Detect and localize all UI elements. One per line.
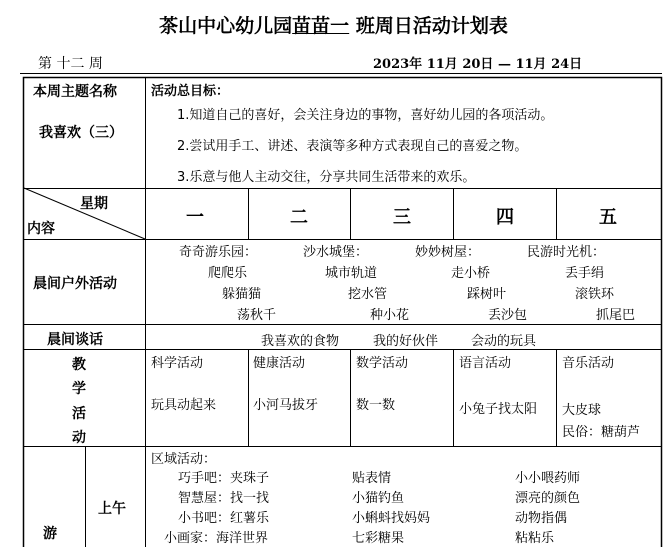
teaching-label-char: 学	[72, 381, 86, 397]
activity-name: 民俗：糖葫芦	[562, 425, 641, 440]
week-number: 第 十二 周	[38, 56, 103, 72]
area-item: 小画家：海洋世界	[164, 531, 269, 546]
outdoor-label: 晨间户外活动	[33, 276, 117, 292]
teaching-label-char: 教	[72, 357, 86, 373]
subject-label: 科学活动	[151, 356, 204, 371]
activity-name: 小兔子找太阳	[459, 402, 538, 417]
subject-label: 音乐活动	[562, 356, 615, 371]
activity-name: 玩具动起来	[151, 398, 217, 413]
day-tuesday: 二	[290, 207, 308, 228]
outdoor-item: 踩树叶	[467, 287, 507, 302]
area-item: 漂亮的颜色	[515, 491, 581, 506]
outdoor-zone: 奇奇游乐园：	[179, 245, 258, 260]
outdoor-item: 抓尾巴	[596, 308, 636, 323]
outdoor-item: 丢沙包	[488, 308, 528, 323]
talk-topic: 会动的玩具	[471, 334, 537, 349]
theme-name: 我喜欢（三）	[39, 125, 123, 141]
teaching-label-char: 动	[72, 430, 86, 446]
outdoor-item: 躲猫猫	[222, 287, 262, 302]
activity-name: 大皮球	[562, 403, 602, 418]
area-item: 巧手吧：夹珠子	[178, 471, 270, 486]
weekday-label: 星期	[80, 196, 108, 212]
talk-topic: 我的好伙伴	[373, 334, 439, 349]
day-monday: 一	[186, 207, 204, 228]
class-name: 苗苗一	[292, 15, 350, 37]
subject-label: 数学活动	[356, 356, 409, 371]
activity-name: 数一数	[356, 398, 396, 413]
outdoor-item: 爬爬乐	[208, 266, 248, 281]
outdoor-item: 挖水管	[348, 287, 388, 302]
area-item: 贴表情	[352, 471, 392, 486]
content-label: 内容	[27, 221, 55, 237]
day-friday: 五	[599, 207, 617, 228]
outdoor-item: 丢手绢	[565, 266, 605, 281]
theme-label: 本周主题名称	[33, 84, 117, 100]
area-item: 小猫钓鱼	[352, 491, 405, 506]
outdoor-item: 滚铁环	[575, 287, 615, 302]
play-label: 游	[43, 526, 57, 542]
goal-item: 3.乐意与他人主动交往，分享共同生活带来的欢乐。	[177, 170, 476, 185]
goal-item: 2.尝试用手工、讲述、表演等多种方式表现自己的喜爱之物。	[177, 139, 528, 154]
area-item: 小蝌蚪找妈妈	[352, 511, 431, 526]
date-range: 2023年 11月 20日 — 11月 24日	[373, 57, 583, 72]
area-item: 小书吧：红薯乐	[178, 511, 270, 526]
area-item: 粘粘乐	[515, 531, 555, 546]
day-wednesday: 三	[393, 207, 411, 228]
outdoor-zone: 妙妙树屋：	[415, 245, 481, 260]
outdoor-item: 走小桥	[451, 266, 491, 281]
page-title: 茶山中心幼儿园苗苗一 班周日活动计划表	[159, 15, 508, 37]
outdoor-item: 城市轨道	[325, 266, 378, 281]
activity-name: 小河马拔牙	[253, 398, 319, 413]
subject-label: 语言活动	[459, 356, 512, 371]
morning-talk-label: 晨间谈话	[47, 332, 103, 348]
outdoor-zone: 沙水城堡：	[303, 245, 369, 260]
area-item: 小小喂药师	[515, 471, 581, 486]
talk-topic: 我喜欢的食物	[261, 334, 340, 349]
day-thursday: 四	[496, 207, 514, 228]
area-item: 智慧屋：找一找	[178, 491, 270, 506]
goal-item: 1.知道自己的喜好，会关注身边的事物，喜好幼儿园的各项活动。	[177, 108, 554, 123]
period-label: 上午	[98, 501, 126, 517]
goals-label: 活动总目标：	[151, 84, 230, 99]
area-label: 区域活动：	[151, 452, 217, 467]
teaching-label-char: 活	[72, 406, 86, 422]
subject-label: 健康活动	[253, 356, 306, 371]
outdoor-zone: 民游时光机：	[527, 245, 606, 260]
outdoor-item: 种小花	[370, 308, 410, 323]
area-item: 七彩糖果	[352, 531, 405, 546]
outdoor-item: 荡秋千	[237, 308, 277, 323]
area-item: 动物指偶	[515, 511, 568, 526]
